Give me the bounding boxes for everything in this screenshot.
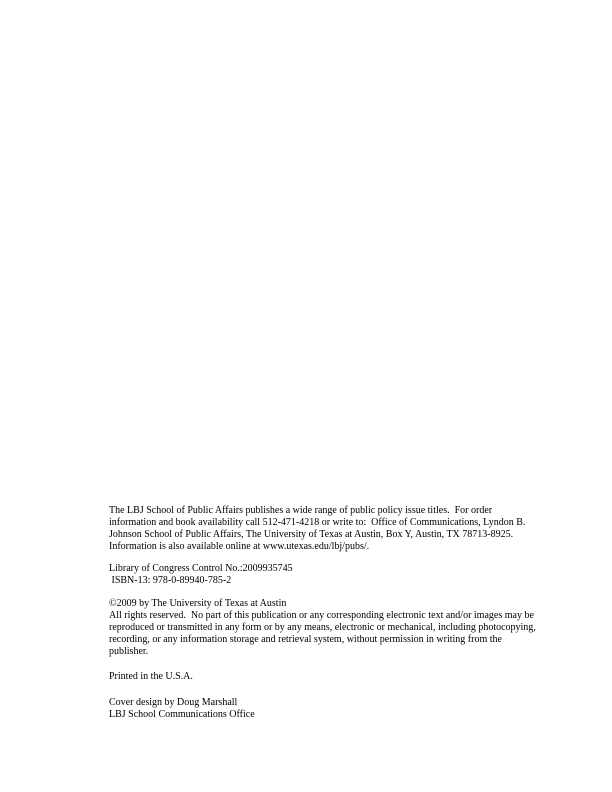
text-line: reproduced or transmitted in any form or by any means, electronic or mechanical, including photocopying, <box>109 622 536 633</box>
copyright-notice <box>109 598 536 658</box>
text-line: recording, or any information storage and retrieval system, without permission in writing from the <box>109 634 502 645</box>
text-line: Johnson School of Public Affairs, The University of Texas at Austin, Box Y, Austin, TX 78713-8925. <box>109 529 514 540</box>
text-line: information and book availability call 512-471-4218 or write to: Office of Communications, Lyndon B. <box>109 517 526 528</box>
text-line: The LBJ School of Public Affairs publishes a wide range of public policy issue titles. For order <box>109 505 493 516</box>
isbn: ISBN-13: 978-0-89940-785-2 <box>109 575 232 586</box>
cover-design-credit: Cover design by Doug Marshall <box>109 697 238 708</box>
catalog-info <box>109 563 293 587</box>
credits <box>109 697 255 721</box>
text-line: All rights reserved. No part of this publication or any corresponding electronic text and/or images may be <box>109 610 534 621</box>
lccn: Library of Congress Control No.:2009935745 <box>109 563 293 574</box>
text-line: Information is also available online at www.utexas.edu/lbj/pubs/. <box>109 541 370 552</box>
text-line: ©2009 by The University of Texas at Austin <box>109 598 287 609</box>
printed-notice <box>109 671 193 683</box>
printed-in: Printed in the U.S.A. <box>109 671 193 682</box>
office-credit: LBJ School Communications Office <box>109 709 255 720</box>
text-line: publisher. <box>109 646 149 657</box>
publisher-info-paragraph <box>109 505 525 553</box>
